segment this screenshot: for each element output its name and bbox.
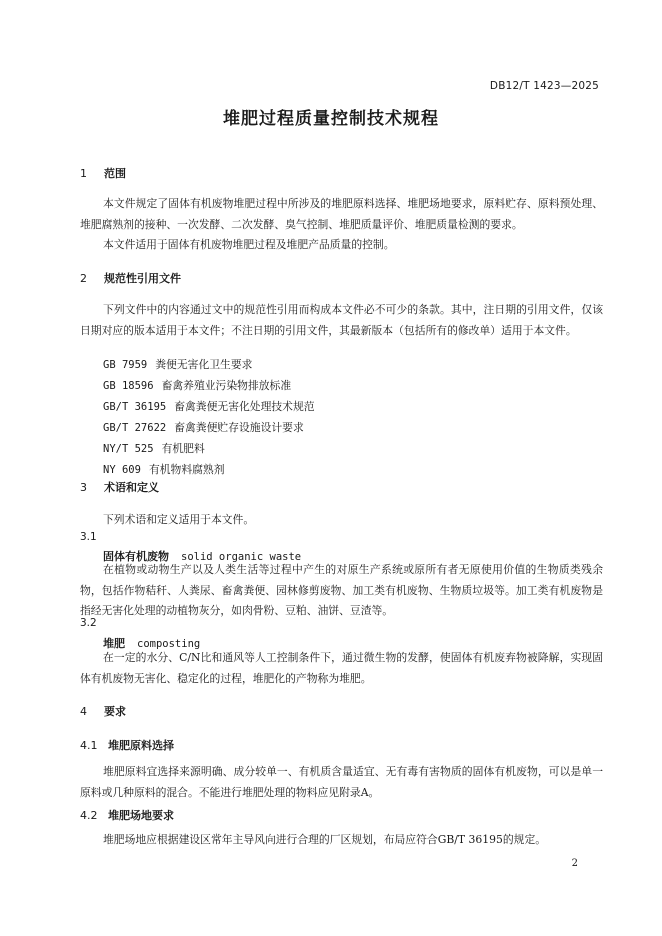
reference-code: NY 609	[103, 464, 141, 476]
reference-name: 畜禽粪便贮存设施设计要求	[174, 421, 304, 434]
subsection-4-1-paragraph: 堆肥原料宜选择来源明确、成分较单一、有机质含量适宜、无有毒有害物质的固体有机废物，可以是单一原料或几种原料的混合。不能进行堆肥处理的物料应见附录A。	[80, 765, 603, 799]
term-number: 3.2	[80, 617, 97, 629]
reference-item	[103, 378, 291, 393]
standard-code: DB12/T 1423—2025	[489, 80, 599, 92]
subsection-4-2-heading	[80, 807, 174, 823]
reference-name: 畜禽粪便无害化处理技术规范	[174, 400, 315, 413]
reference-code: NY/T 525	[103, 443, 154, 455]
document-title: 堆肥过程质量控制技术规程	[223, 109, 439, 129]
reference-code: GB 18596	[103, 380, 154, 392]
term-definition: 在一定的水分、C/N比和通风等人工控制条件下，通过微生物的发酵，使固体有机废弃物被降解，实现固体有机废物无害化、稳定化的过程，堆肥化的产物称为堆肥。	[80, 651, 603, 685]
section-title: 范围	[104, 167, 126, 180]
section-2-intro: 下列文件中的内容通过文中的规范性引用而构成本文件必不可少的条款。其中，注日期的引用文件，仅该日期对应的版本适用于本文件；不注日期的引用文件，其最新版本（包括所有的修改单）适用于本文件。	[80, 303, 603, 337]
reference-code: GB/T 36195	[103, 401, 167, 413]
section-number: 3	[80, 481, 87, 494]
section-number: 4	[80, 705, 87, 718]
reference-name: 粪便无害化卫生要求	[155, 358, 253, 371]
reference-item	[103, 420, 304, 435]
reference-code: GB/T 27622	[103, 422, 167, 434]
reference-name: 有机物料腐熟剂	[148, 463, 225, 476]
section-title: 堆肥原料选择	[108, 739, 174, 752]
section-title: 要求	[104, 705, 126, 718]
section-number: 4.1	[80, 739, 98, 752]
section-3-heading	[80, 479, 159, 495]
reference-name: 畜禽养殖业污染物排放标准	[161, 379, 292, 392]
section-title: 术语和定义	[104, 481, 159, 494]
section-title: 规范性引用文件	[104, 272, 181, 285]
term-english: solid organic waste	[181, 551, 302, 563]
section-1-heading	[80, 165, 126, 181]
subsection-4-2-paragraph: 堆肥场地应根据建设区常年主导风向进行合理的厂区规划，布局应符合GB/T 36195的规定。	[103, 833, 547, 846]
reference-code: GB 7959	[103, 359, 148, 371]
section-1-paragraph-2: 本文件适用于固体有机废物堆肥过程及堆肥产品质量的控制。	[103, 238, 395, 251]
reference-item	[103, 441, 205, 456]
reference-item	[103, 357, 252, 372]
section-number: 1	[80, 167, 87, 180]
section-title: 堆肥场地要求	[108, 809, 174, 822]
subsection-4-1-heading	[80, 737, 174, 753]
section-4-heading	[80, 703, 126, 719]
section-number: 4.2	[80, 809, 98, 822]
term-chinese: 固体有机废物	[103, 550, 169, 563]
section-1-paragraph-1: 本文件规定了固体有机废物堆肥过程中所涉及的堆肥原料选择、堆肥场地要求，原料贮存、原料预处理、堆肥腐熟剂的接种、一次发酵、二次发酵、臭气控制、堆肥质量评价、堆肥质量检测的要求。	[80, 197, 603, 231]
reference-name: 有机肥料	[161, 442, 205, 455]
term-number: 3.1	[80, 531, 97, 543]
reference-item	[103, 462, 225, 477]
section-3-intro: 下列术语和定义适用于本文件。	[103, 513, 255, 526]
section-number: 2	[80, 272, 87, 285]
term-english: composting	[137, 638, 201, 650]
section-2-heading	[80, 270, 181, 286]
term-definition: 在植物或动物生产以及人类生活等过程中产生的对原生产系统或原所有者无原使用价值的生物质类残余物，包括作物秸秆、人粪尿、畜禽粪便、园林修剪废物、加工类有机废物、生物质垃圾等。加工类有机废物是指经无害化处理的动植物灰分，如肉骨粉、豆粕、油饼、豆渣等。	[80, 563, 603, 618]
term-chinese: 堆肥	[103, 637, 125, 650]
reference-item	[103, 399, 315, 414]
page-number: 2	[571, 858, 578, 869]
